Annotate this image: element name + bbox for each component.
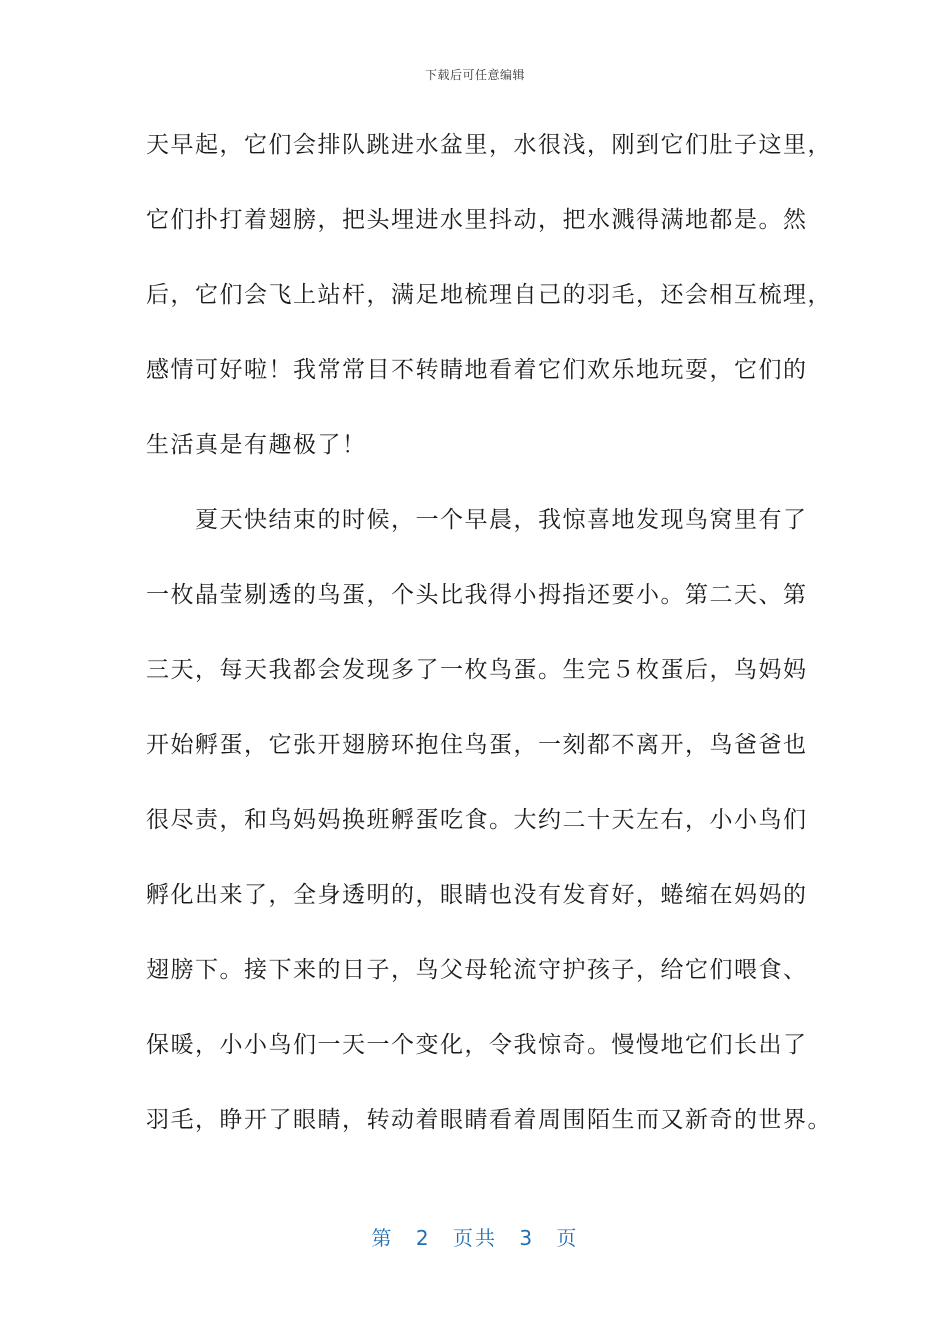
page-header-note: 下载后可任意编辑 — [424, 68, 525, 82]
text-line: 羽毛，睁开了眼睛，转动着眼睛看着周围陌生而又新奇的世界。 — [146, 1107, 832, 1133]
text-line: 保暖，小小鸟们一天一个变化，令我惊奇。慢慢地它们长出了 — [146, 1032, 808, 1058]
text-line: 一枚晶莹剔透的鸟蛋，个头比我得小拇指还要小。第二天、第 — [146, 582, 808, 608]
text-line: 很尽责，和鸟妈妈换班孵蛋吃食。大约二十天左右，小小鸟们 — [146, 807, 808, 833]
text-line: 感情可好啦！我常常目不转睛地看着它们欢乐地玩耍，它们的 — [146, 357, 808, 383]
text-line: 后，它们会飞上站杆，满足地梳理自己的羽毛，还会相互梳理， — [146, 282, 832, 308]
text-line: 天早起，它们会排队跳进水盆里，水很浅，刚到它们肚子这里， — [146, 132, 832, 158]
text-line: 翅膀下。接下来的日子，鸟父母轮流守护孩子，给它们喂食、 — [146, 957, 808, 983]
text-line: 夏天快结束的时候，一个早晨，我惊喜地发现鸟窝里有了 — [146, 507, 808, 533]
page-number-footer: 第 2 页共 3 页 — [371, 1226, 579, 1250]
text-line: 孵化出来了，全身透明的，眼睛也没有发育好，蜷缩在妈妈的 — [146, 882, 808, 908]
body-text — [146, 120, 832, 1170]
text-line: 三天，每天我都会发现多了一枚鸟蛋。生完５枚蛋后，鸟妈妈 — [146, 657, 808, 683]
text-line: 它们扑打着翅膀，把头埋进水里抖动，把水溅得满地都是。然 — [146, 207, 808, 233]
text-line: 生活真是有趣极了！ — [146, 432, 367, 458]
text-line: 开始孵蛋，它张开翅膀环抱住鸟蛋，一刻都不离开，鸟爸爸也 — [146, 732, 808, 758]
